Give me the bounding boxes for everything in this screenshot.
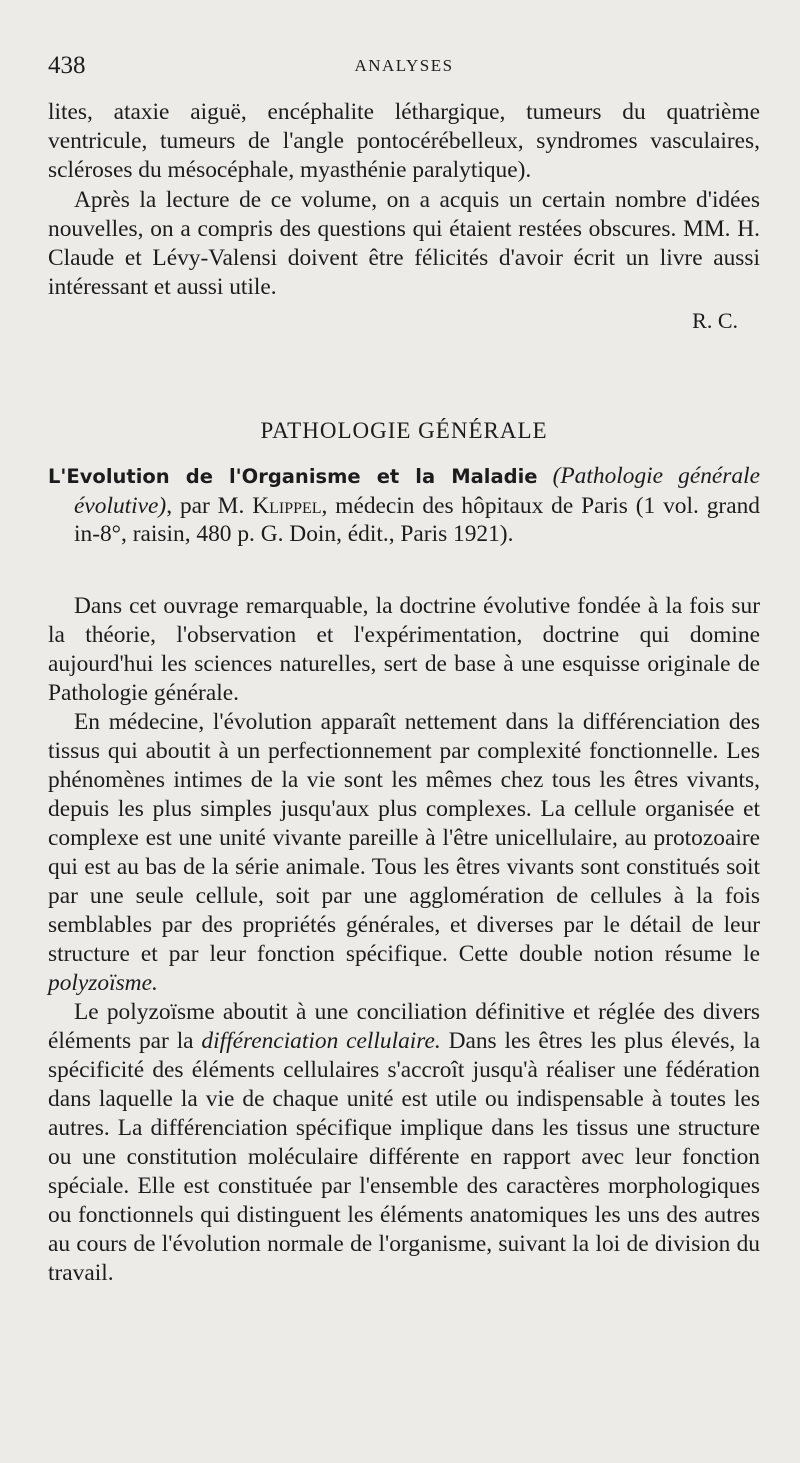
- body-paragraph-3-start: Le polyzoïsme aboutit à une conciliation définitive et réglée des divers éléments par la: [48, 999, 760, 1054]
- term-polyzoisme: polyzoïsme.: [48, 970, 158, 996]
- body-paragraph-3-rest: Dans les êtres les plus élevés, la spécificité des éléments cellulaires s'accroît jusqu'à réaliser une fédération dans laquelle la vie de chaque unité est utile ou indispensable à toutes les autres. La différenciation spécifique implique dans les tissus une structure ou une constitution moléculaire différente en rapport avec leur fonction spéciale. Elle est constituée par l'ensemble des caractères morphologiques ou fonctionnels qui distinguent les éléments anatomiques les uns des autres au cours de l'évolution normale de l'organisme, suivant la loi de division du travail.: [48, 1028, 760, 1286]
- entry-citation: [48, 462, 760, 549]
- review-signature: R. C.: [692, 308, 738, 334]
- previous-review-end: [48, 98, 760, 334]
- entry-by: , par M.: [166, 492, 245, 519]
- review-body: [48, 592, 760, 1288]
- page-number: 438: [48, 52, 86, 79]
- body-paragraph-1: Dans cet ouvrage remarquable, la doctrine évolutive fondée à la fois sur la théorie, l'observation et l'expérimentation, doctrine qui domine aujourd'hui les sciences naturelles, sert de base à une esquisse originale de Pathologie générale.: [48, 593, 760, 706]
- body-paragraph-2: [48, 708, 760, 998]
- continuation-paragraph: lites, ataxie aiguë, encéphalite léthargique, tumeurs du quatrième ventricule, tumeurs de l'angle pontocérébelleux, syndromes vasculaires, scléroses du mésocéphale, myasthénie paralytique).: [48, 99, 760, 184]
- book-author: Klippel: [252, 492, 322, 519]
- section-title: PATHOLOGIE GÉNÉRALE: [260, 418, 548, 443]
- bibliographic-entry: [48, 462, 760, 549]
- book-subtitle: (Pathologie générale évolutive): [74, 463, 760, 519]
- page-header: [48, 52, 760, 86]
- book-title: L'Evolution de l'Organisme et la Maladie: [48, 465, 538, 488]
- body-paragraph-3: [48, 998, 760, 1288]
- entry-details: , médecin des hôpitaux de Paris (1 vol. grand in-8°, raisin, 480 p. G. Doin, édit., Paris 1921).: [74, 492, 760, 548]
- term-differenciation: différenciation cellulaire.: [201, 1028, 441, 1054]
- running-head: ANALYSES: [354, 56, 454, 75]
- body-paragraph-2-text: En médecine, l'évolution apparaît nettement dans la différenciation des tissus qui aboutit à un perfectionnement par complexité fonctionnelle. Les phénomènes intimes de la vie sont les mêmes chez tous les êtres vivants, depuis les plus simples jusqu'aux plus complexes. La cellule organisée et complexe est une unité vivante pareille à l'être unicellulaire, au protozoaire qui est au bas de la série animale. Tous les êtres vivants sont constitués soit par une seule cellule, soit par une agglomération de cellules à la fois semblables par des propriétés générales, et diverses par le détail de leur structure et par leur fonction spécifique. Cette double notion résume le: [48, 709, 760, 967]
- conclusion-paragraph: Après la lecture de ce volume, on a acquis un certain nombre d'idées nouvelles, on a compris des questions qui étaient restées obscures. MM. H. Claude et Lévy-Valensi doivent être félicités d'avoir écrit un livre aussi intéressant et aussi utile.: [48, 186, 760, 301]
